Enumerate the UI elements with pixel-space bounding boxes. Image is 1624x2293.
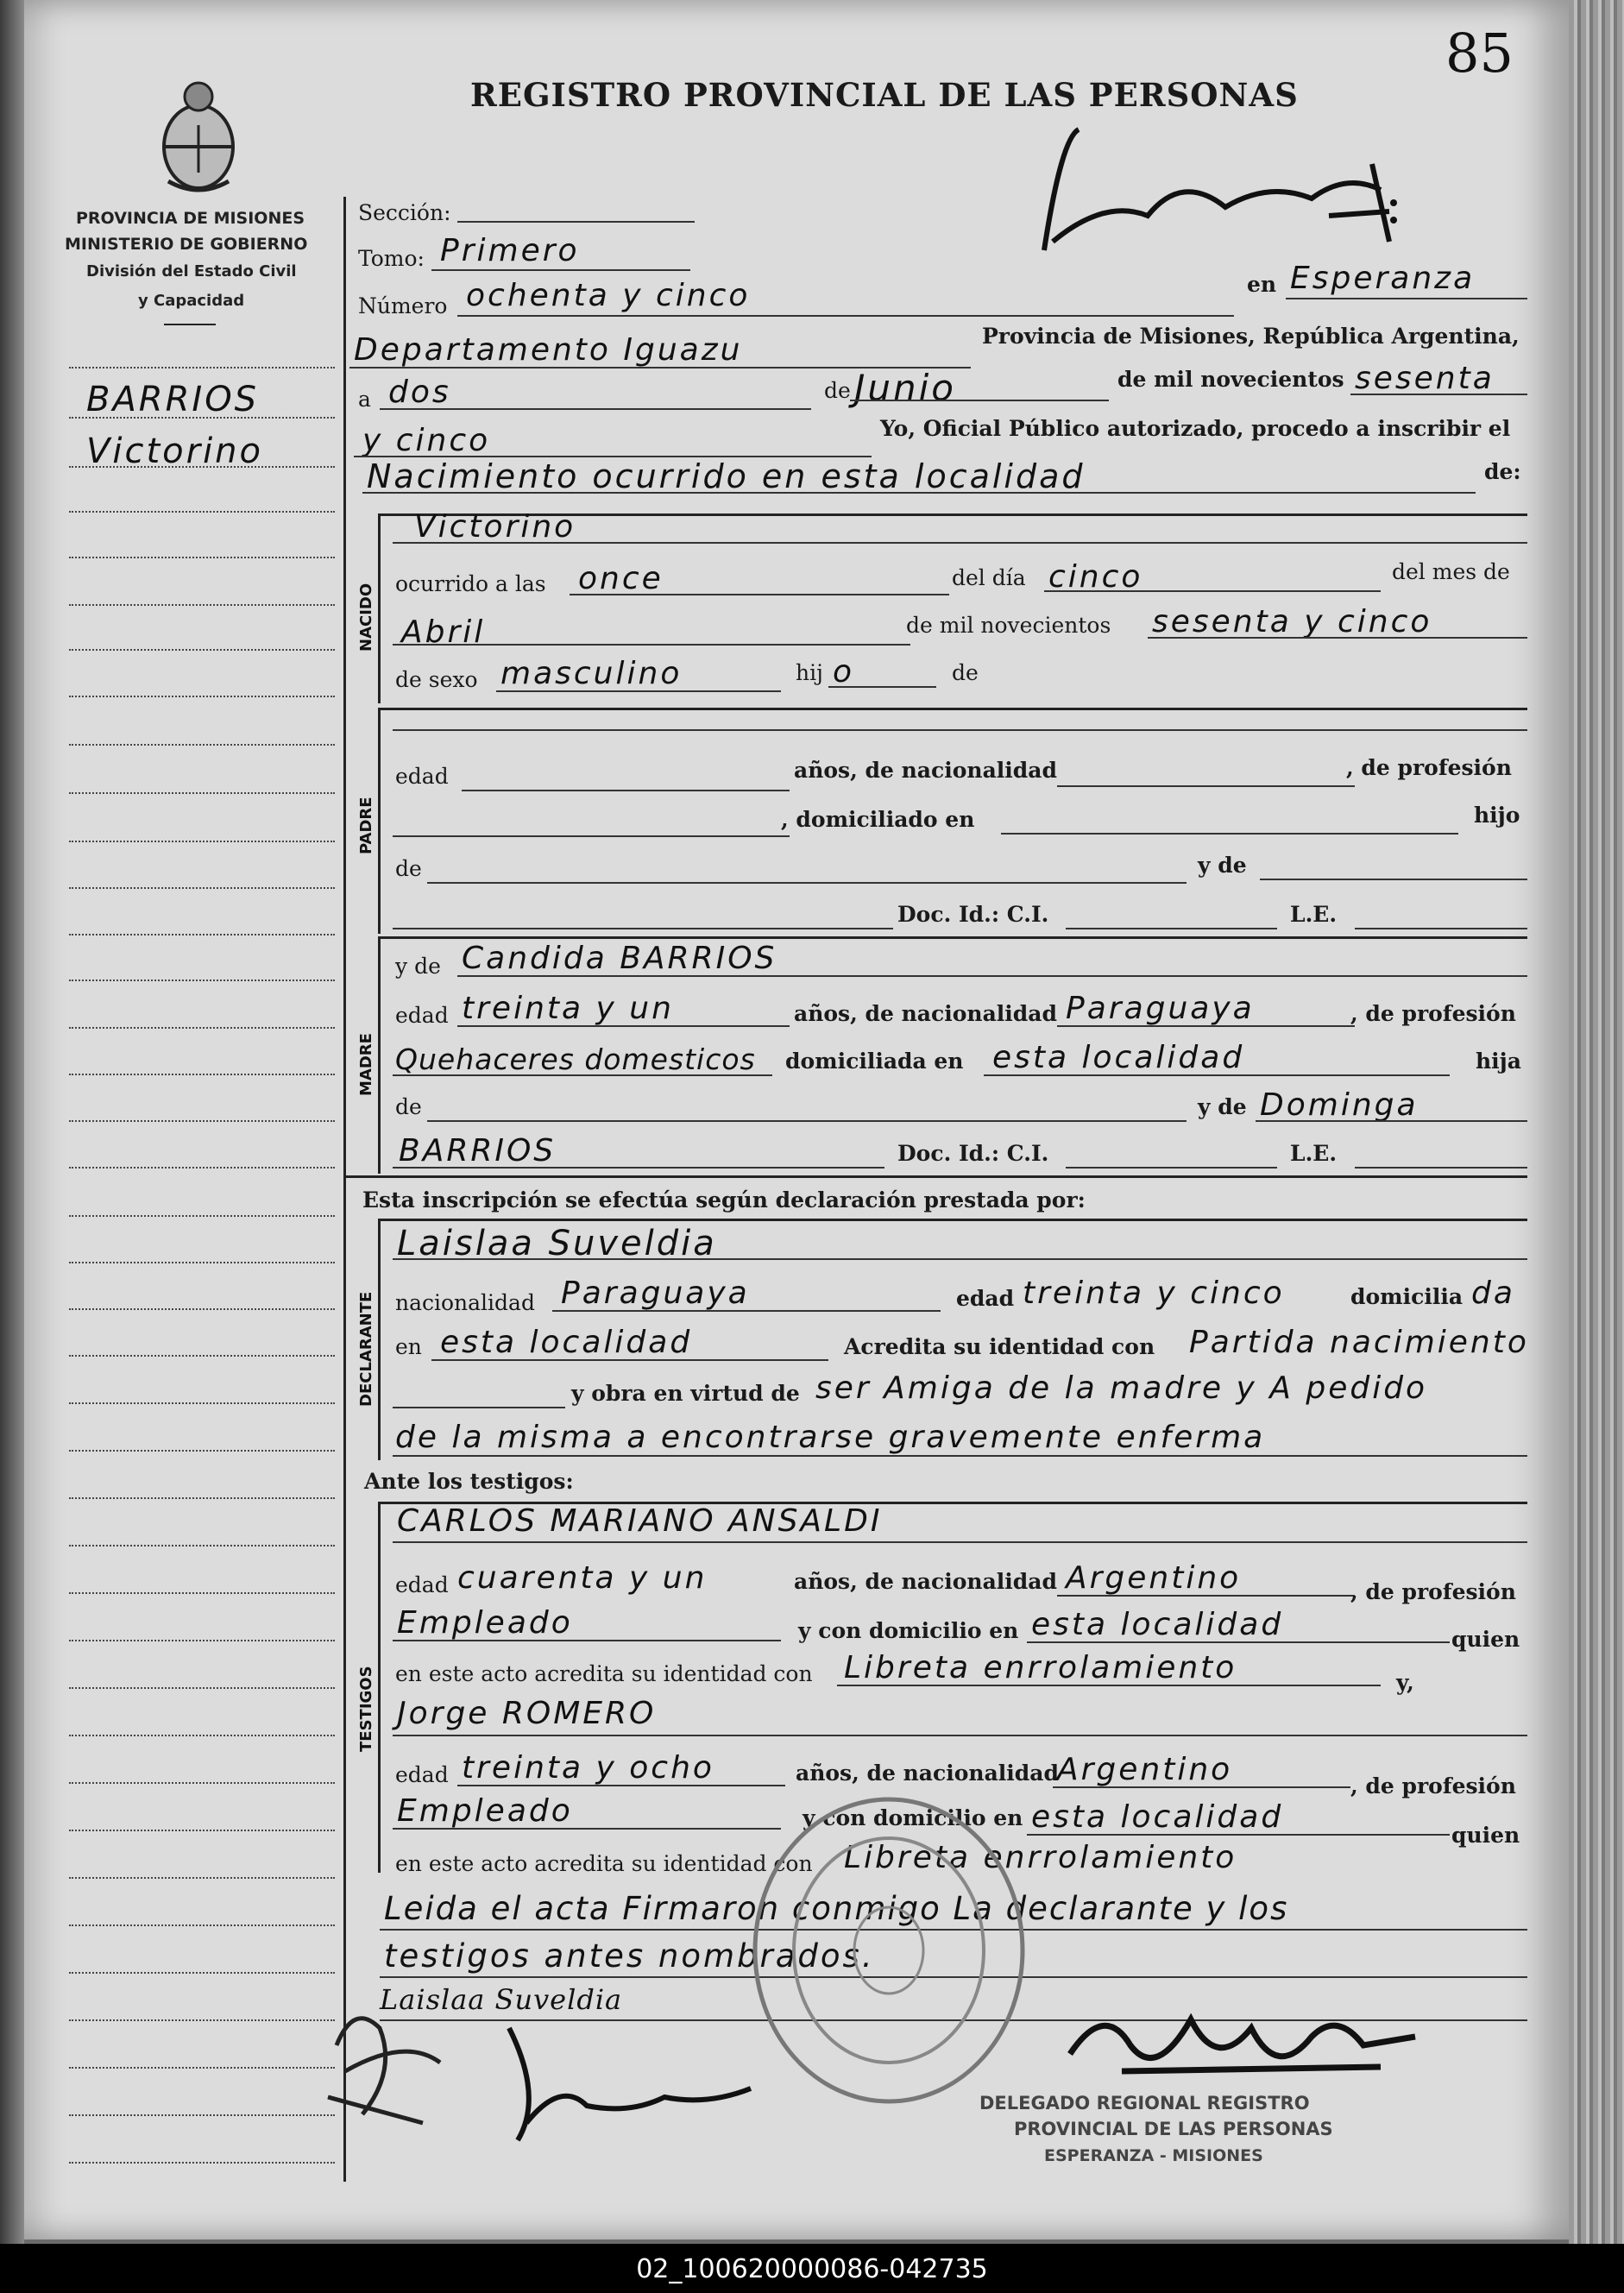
value-numero: ochenta y cinco bbox=[466, 278, 751, 313]
value-decl-virtud: ser Amiga de la madre y A pedido bbox=[815, 1370, 1428, 1406]
value-decl-nac: Paraguaya bbox=[561, 1276, 750, 1311]
label-a: a bbox=[358, 387, 371, 412]
label-decl-en: en bbox=[395, 1334, 422, 1359]
value-mes-nac: Abril bbox=[401, 614, 486, 650]
label-decl-domicilia: domicilia bbox=[1350, 1284, 1463, 1309]
value-testigo2: Jorge ROMERO bbox=[397, 1696, 657, 1731]
label-t1-profesion: , de profesión bbox=[1350, 1579, 1516, 1604]
label-de-colon: de: bbox=[1484, 459, 1521, 484]
label-t1-anos: años, de nacionalidad bbox=[794, 1569, 1057, 1594]
official-seal-icon bbox=[742, 1786, 1035, 2114]
witness-signatures bbox=[302, 1994, 785, 2158]
label-madre-hija: hija bbox=[1476, 1049, 1521, 1074]
value-t2-dom: esta localidad bbox=[1031, 1799, 1284, 1835]
value-declarante-nombre: Laislaa Suveldia bbox=[397, 1224, 717, 1263]
footer-image-id: 02_100620000086-042735 bbox=[636, 2254, 988, 2284]
label-del-dia: del día bbox=[952, 565, 1026, 590]
value-t2-edad: treinta y ocho bbox=[462, 1750, 714, 1786]
label-t1-quien: quien bbox=[1451, 1627, 1520, 1652]
label-t2-acredita: en este acto acredita su identidad con bbox=[395, 1851, 813, 1876]
value-t1-dom: esta localidad bbox=[1031, 1607, 1284, 1642]
value-cierre1: Leida el acta Firmaron conmigo La declarante y los bbox=[384, 1890, 1289, 1927]
side-label-testigos: TESTIGOS bbox=[357, 1666, 375, 1752]
value-decl-acredita: Partida nacimiento bbox=[1189, 1325, 1529, 1360]
label-padre-doc: Doc. Id.: C.I. bbox=[897, 902, 1049, 927]
value-t2-nac: Argentino bbox=[1057, 1752, 1233, 1787]
label-decl-acredita: Acredita su identidad con bbox=[844, 1334, 1155, 1359]
label-t2-profesion: , de profesión bbox=[1350, 1773, 1516, 1798]
stamp-line1: DELEGADO REGIONAL REGISTRO bbox=[979, 2093, 1310, 2113]
label-padre-le: L.E. bbox=[1290, 902, 1338, 927]
value-abuela-apellido: BARRIOS bbox=[399, 1133, 557, 1169]
value-inscripcion: Nacimiento ocurrido en esta localidad bbox=[367, 457, 1086, 495]
label-tomo: Tomo: bbox=[358, 246, 425, 271]
registrar-signature bbox=[1027, 121, 1407, 268]
label-t2-edad: edad bbox=[395, 1762, 449, 1787]
value-t1-nac: Argentino bbox=[1066, 1560, 1242, 1596]
value-decl-dom: esta localidad bbox=[440, 1325, 693, 1360]
label-t1-y: y, bbox=[1396, 1670, 1414, 1695]
label-t2-quien: quien bbox=[1451, 1823, 1520, 1848]
header-underline bbox=[164, 324, 216, 325]
label-padre-de: de bbox=[395, 856, 422, 881]
side-label-madre: MADRE bbox=[357, 1033, 375, 1096]
label-padre-anos: años, de nacionalidad bbox=[794, 758, 1057, 783]
value-cierre2: testigos antes nombrados. bbox=[384, 1937, 875, 1975]
value-madre-nombre: Candida BARRIOS bbox=[462, 941, 777, 976]
value-departamento: Departamento Iguazu bbox=[354, 332, 743, 368]
label-de2: de bbox=[952, 660, 979, 685]
label-t1-acredita: en este acto acredita su identidad con bbox=[395, 1661, 813, 1686]
label-madre-y-de2: y de bbox=[1198, 1094, 1247, 1119]
label-declaracion: Esta inscripción se efectúa según declaración prestada por: bbox=[362, 1187, 1086, 1213]
value-t1-edad: cuarenta y un bbox=[457, 1560, 708, 1596]
value-madre-edad: treinta y un bbox=[462, 991, 674, 1026]
label-madre-profesion: , de profesión bbox=[1350, 1001, 1516, 1026]
value-hora: once bbox=[578, 561, 664, 596]
label-de: de bbox=[824, 378, 851, 403]
stamp-line3: ESPERANZA - MISIONES bbox=[1044, 2146, 1263, 2165]
label-provincia: Provincia de Misiones, República Argentina, bbox=[982, 324, 1520, 349]
side-label-nacido: NACIDO bbox=[357, 583, 375, 652]
label-en: en bbox=[1247, 272, 1277, 297]
label-padre-hijo: hijo bbox=[1474, 803, 1520, 828]
value-anio: sesenta bbox=[1355, 361, 1495, 396]
label-decl-edad: edad bbox=[956, 1286, 1015, 1311]
value-madre-prof: Quehaceres domesticos bbox=[395, 1043, 756, 1076]
value-madre-dom: esta localidad bbox=[992, 1040, 1245, 1075]
value-dia-nac: cinco bbox=[1048, 559, 1143, 595]
label-padre-y-de: y de bbox=[1198, 853, 1247, 878]
value-sexo: masculino bbox=[500, 656, 683, 691]
margin-given-name: Victorino bbox=[86, 432, 264, 471]
official-signature bbox=[1053, 1985, 1432, 2097]
label-decl-obra: y obra en virtud de bbox=[571, 1381, 800, 1406]
value-anio-nac: sesenta y cinco bbox=[1152, 604, 1432, 639]
label-sexo: de sexo bbox=[395, 667, 478, 692]
value-t1-prof: Empleado bbox=[397, 1605, 573, 1641]
value-decl-virtud2: de la misma a encontrarse gravemente enferma bbox=[395, 1420, 1266, 1455]
side-label-declarante: DECLARANTE bbox=[357, 1291, 375, 1407]
form-left-border bbox=[343, 197, 346, 2182]
label-padre-profesion: , de profesión bbox=[1346, 755, 1512, 780]
value-lugar: Esperanza bbox=[1290, 261, 1476, 296]
value-madre-nac: Paraguaya bbox=[1066, 991, 1255, 1026]
header-ministry: MINISTERIO DE GOBIERNO bbox=[65, 235, 308, 254]
label-madre-y-de: y de bbox=[395, 954, 441, 979]
value-mes: Junio bbox=[854, 367, 956, 409]
label-madre-doc: Doc. Id.: C.I. bbox=[897, 1141, 1049, 1166]
page-number: 85 bbox=[1445, 22, 1514, 85]
value-abuela: Dominga bbox=[1260, 1087, 1419, 1123]
header-province: PROVINCIA DE MISIONES bbox=[76, 209, 305, 228]
margin-surname: BARRIOS bbox=[86, 380, 260, 419]
document-title: REGISTRO PROVINCIAL DE LAS PERSONAS bbox=[470, 76, 1299, 114]
label-padre-edad: edad bbox=[395, 764, 449, 789]
label-madre-domicilio: domiciliada en bbox=[785, 1049, 964, 1074]
label-yo: Yo, Oficial Público autorizado, procedo a inscribir el bbox=[880, 416, 1511, 441]
label-seccion: Sección: bbox=[358, 200, 451, 225]
label-madre-edad: edad bbox=[395, 1003, 449, 1028]
header-division: División del Estado Civil bbox=[86, 262, 297, 280]
book-binding bbox=[0, 0, 24, 2244]
label-decl-nacionalidad: nacionalidad bbox=[395, 1290, 535, 1315]
value-t1-doc: Libreta enrrolamiento bbox=[844, 1650, 1237, 1685]
label-madre-le: L.E. bbox=[1290, 1141, 1338, 1166]
label-de-mil2: de mil novecientos bbox=[906, 613, 1111, 638]
label-t1-domicilio: y con domicilio en bbox=[798, 1618, 1019, 1643]
value-t2-doc: Libreta enrrolamiento bbox=[844, 1840, 1237, 1875]
label-hij: hij bbox=[796, 660, 823, 685]
value-anio-cont: y cinco bbox=[362, 423, 491, 458]
label-t1-edad: edad bbox=[395, 1572, 449, 1597]
header-capacity: y Capacidad bbox=[138, 292, 245, 310]
label-numero: Número bbox=[358, 293, 448, 318]
value-nombre: Victorino bbox=[414, 509, 576, 545]
label-t2-domicilio: y con domicilio en bbox=[803, 1805, 1023, 1830]
page-stack-edge bbox=[1569, 0, 1624, 2244]
label-padre-domicilio: , domiciliado en bbox=[781, 807, 975, 832]
label-del-mes: del mes de bbox=[1392, 559, 1510, 584]
label-ocurrido: ocurrido a las bbox=[395, 571, 546, 596]
value-testigo1: CARLOS MARIANO ANSALDI bbox=[397, 1503, 883, 1539]
coat-of-arms-icon bbox=[151, 78, 246, 198]
value-hijo-suffix: o bbox=[833, 654, 855, 690]
value-dia: dos bbox=[388, 375, 451, 410]
label-madre-anos: años, de nacionalidad bbox=[794, 1001, 1057, 1026]
value-decl-edad: treinta y cinco bbox=[1023, 1276, 1285, 1311]
label-t2-anos: años, de nacionalidad bbox=[796, 1761, 1059, 1786]
label-madre-de: de bbox=[395, 1094, 422, 1119]
label-ante: Ante los testigos: bbox=[364, 1469, 574, 1494]
value-tomo: Primero bbox=[440, 233, 580, 268]
value-t2-prof: Empleado bbox=[397, 1793, 573, 1829]
signature-declarante: Laislaa Suveldia bbox=[380, 1983, 623, 2016]
stamp-line2: PROVINCIAL DE LAS PERSONAS bbox=[1014, 2119, 1333, 2139]
side-label-padre: PADRE bbox=[357, 797, 375, 854]
value-decl-dom-a: da bbox=[1471, 1276, 1515, 1311]
label-de-mil: de mil novecientos bbox=[1117, 367, 1344, 392]
